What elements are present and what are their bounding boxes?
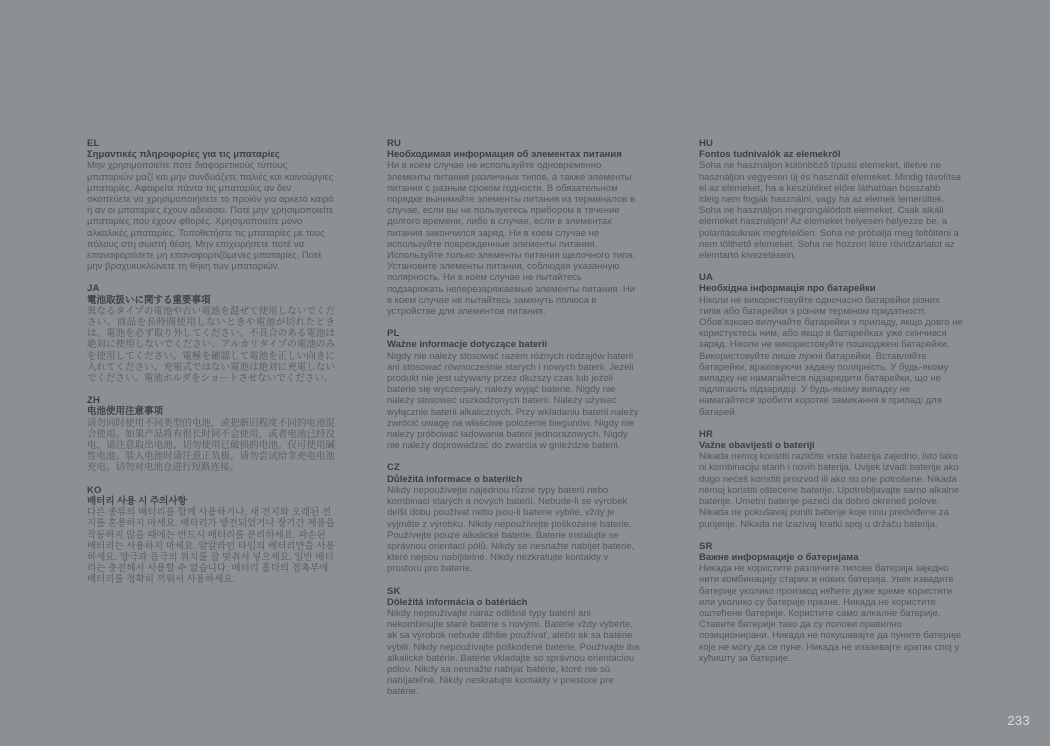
section-title-el: Σημαντικές πληροφορίες για τις μπαταρίες: [87, 149, 280, 161]
language-code-cz: CZ: [387, 462, 401, 474]
section-body-ko: 다른 종류의 배터리를 함께 사용하거나, 새 전지와 오래된 전지를 혼용하지 마세요. 배터리가 방전되었거나 장기간 제품을 작동하지 않을 때에는 반드시 배터리를 분리하세요. 파손된 배터리는 사용하지 마세요. 알칼라인 타입의 배터리만을 사용하세요. 양극과 음극의 위치를 잘 맞춰서 넣으세요. 일반 배터리는 충전해서 사용할 수 없습니다. 배터리 홀더의 접촉부에 배터리를 정확히 끼워서 사용하세요.: [87, 507, 335, 586]
section-body-sk: Nikdy nepoužívajte naraz odlišné typy batérií ani nekombinujte staré batérie s novými. Batérie vždy vyberte, ak sa výrobok nebude dlhšie používať, alebo ak sa batérie vybili. Nikdy nepoužívajte poškodené batérie. Používajte iba alkalické batérie. Batérie vkladajte so správnou orientáciou pólov. Nikdy sa nesnažte nabíjať batérie, ktoré nie sú nabíjateľné. Nikdy neskratujte kontakty v priestore pre batérie.: [387, 607, 640, 698]
section-cz: [387, 462, 641, 574]
section-ja: [87, 283, 335, 384]
section-sk: [387, 586, 641, 698]
column-middle: [387, 138, 641, 709]
section-body-hu: Soha ne használjon különböző típusú elemeket, illetve ne használjon vegyesen új és használt elemeket. Mindig távolítsa el az elemeket, ha a készüléket előre láthatóan hosszabb ideig nem fogják használni, vagy ha az elemek lemerültek. Soha ne használjon megrongálódott elemeket. Csak alkáli elemeket használjon! Az elemeket helyesen helyezze be, a polaritásuknak megfelelően. Soha ne próbálja meg feltölteni a nem tölthető elemeket. Soha ne hozzon létre rövidzárlatot az elemtartó kivezetésein.: [699, 160, 961, 262]
section-body-ja: 異なるタイプの電池や古い電池を混ぜて使用しないでください。商品を長時間使用しないときや電池が切れたときは、電池を必ず取り外してください。不具合のある電池は絶対に使用しないでください。アルカリタイプの電池のみを使用してください。電極を確認して電池を正しい向きに入れてください。充電式ではない電池は絶対に充電しないでください。電池ホルダをショートさせないでください。: [87, 305, 335, 385]
language-code-zh: ZH: [87, 395, 101, 407]
language-code-ua: UA: [699, 272, 714, 284]
section-hr: [699, 429, 963, 530]
section-sr: [699, 541, 963, 664]
section-body-el: Μην χρησιμοποιείτε ποτέ διαφορετικούς τύπους μπαταριών μαζί και μην συνδυάζετε παλιές και καινούργιες μπαταρίες. Αφαιρείτε πάντα τις μπαταρίες αν δεν σκοπεύετε να χρησιμοποιήσετε το προϊόν για αρκετό καιρό ή αν οι μπαταρίες έχουν αδειάσει. Ποτέ μην χρησιμοποιείτε μπαταρίες που έχουν φθορές. Χρησιμοποιείτε μόνο αλκαλικές μπαταρίες. Τοποθετήστε τις μπαταρίες με τους πόλους στη σωστή θέση. Μην επιχειρήσετε ποτέ να επαναφορτίσετε μη επαναφορτιζόμενες μπαταρίες. Ποτέ μην βραχυκυκλώνετε τη θήκη των μπαταριών.: [87, 160, 334, 273]
section-title-ua: Необхідна інформація про батарейки: [699, 283, 876, 295]
section-title-hr: Važne obavijesti o bateriji: [699, 440, 815, 452]
column-right: [699, 138, 963, 675]
section-title-zh: 电池使用注意事项: [87, 406, 164, 418]
section-body-pl: Nigdy nie należy stosować razem różnych rodzajów baterii ani stosować równocześnie starych i nowych baterii. Jeżeli produkt nie jest używany przez dłuższy czas lub jeżeli baterie się wyczerpały, należy wyjąć baterie. Nigdy nie należy stosować uszkodzonych baterii. Należy używać wyłącznie baterii alkalicznych. Przy wkładaniu baterii należy zwrócić uwagę na właściwe położenie biegunów. Nigdy nie należy próbować ładowania baterii jednorazowych. Nigdy nie należy doprowadzać do zwarcia w gnieździe baterii.: [387, 350, 639, 452]
language-code-hu: HU: [699, 138, 714, 149]
section-body-hr: Nikada nemoj koristiti različite vrste baterija zajedno, isto tako ni kombinaciju starih i novih baterija. Uvijek izvadi baterije ako dugo nećeš koristiti proizvod ili ako su one potrošene. Nikada nemoj koristiti oštećene baterije. Upotrebljavajte samo alkalne baterije. Umetni baterije pazeći da dobro okreneš polove. Nikada ne pokušavaj puniti baterije koje nisu predviđene za punjenje. Nikada ne izazivaj kratki spoj u držaču baterija.: [699, 451, 960, 530]
section-title-hu: Fontos tudnivalók az elemekről: [699, 149, 841, 161]
column-left: [87, 138, 335, 597]
language-code-sk: SK: [387, 585, 401, 597]
language-code-el: EL: [87, 138, 100, 149]
section-title-pl: Ważne informacje dotyczące baterii: [387, 339, 548, 351]
section-ru: [387, 138, 641, 317]
language-code-sr: SR: [699, 540, 713, 552]
section-title-ja: 電池取扱いに関する重要事項: [87, 294, 211, 306]
section-hu: [699, 138, 963, 261]
section-pl: [387, 328, 641, 451]
section-title-sr: Важне информације о батеријама: [699, 551, 859, 563]
language-code-ko: KO: [87, 484, 102, 496]
page-number: 233: [1007, 713, 1030, 728]
section-zh: [87, 395, 335, 473]
section-body-ru: Ни в коем случае не используйте одновременно элементы питания различных типов, а также элементы питания с разным сроком годности. В обязательном порядке вынимайте элементы питания из терминалов в случае, если вы не пользуетесь прибором в течение долгого времени, либо в случае, если в элементах питания закончился заряд. Ни в коем случае не используйте поврежденные элементы питания. Используйте только элементы питания щелочного типа. Установите элементы питания, соблюдая указанную полярность. Ни в коем случае не пытайтесь подзаряжать неперезаряжаемые элементы питания. Ни в коем случае не пытайтесь замкнуть полюса в устройстве для элементов питания.: [387, 160, 636, 318]
section-el: [87, 138, 335, 272]
language-code-hr: HR: [699, 428, 714, 440]
section-title-sk: Dôležitá informácia o batériách: [387, 596, 528, 608]
section-body-ua: Ніколи не використовуйте одночасно батарейки різних типів або батарейки з різним терміном придатності. Обов'язково вилучайте батарейки з приладу, якщо довго не користуєтесь ним, або якщо в батарейках уже скінчився заряд. Ніколи не використовуйте пошкоджені батарейки. Використовуйте лише лужні батарейки. Вставляйте батарейки, враховуючи задану полярність. У будь-якому випадку не намагайтеся підзарядити батарейки, що не підлягають підзарядці. У будь-якому випадку не намагайтеся зробити коротке замикання в приладі для батарей.: [699, 294, 963, 418]
section-body-cz: Nikdy nepoužívejte najednou různé typy baterií nebo kombinaci starých a nových baterií. Nebude-li se výrobek delší dobu používat nebo jsou-li baterie vybité, vždy je vyjměte z výrobku. Nikdy nepoužívejte poškozené baterie. Používejte pouze alkalické baterie. Baterie instalujte se správnou orientací pólů. Nikdy se nesnažte nabíjet baterie, které nejsou nabíjitelné. Nikdy nezkratujte kontakty v prostoru pro baterie.: [387, 484, 635, 575]
section-ko: [87, 485, 335, 586]
section-title-cz: Důležitá informace o bateriích: [387, 473, 523, 485]
section-body-zh: 请勿同时使用不同类型的电池，或把新旧程度不同的电池混合使用。如果产品将有很长时间不会使用，或者电池已经没电，请注意取出电池。切勿使用已破损的电池。仅可使用碱性电池。装入电池时请注意正负极。请勿尝试给非充电电池充电。切勿对电池仓进行短路连接。: [87, 417, 335, 474]
section-ua: [699, 272, 963, 418]
section-body-sr: Никада не користите различите типове батерија заједно нити комбинацију старих и нових батерија. Увек извадите батерије уколико производ нећете дуже време користити или уколико су батерије празне. Никада не користите оштећене батерије. Користите само алкалне батерије. Ставите батерије тако да су полови правилно позиционирани. Никада не покушавајте да пуните батерије које не могу да се пуне. Никада не изазивајте кратак спој у кућишту за батерије.: [699, 563, 962, 664]
language-code-ru: RU: [387, 138, 402, 149]
section-title-ru: Необходимая информация об элементах питания: [387, 149, 622, 161]
language-code-ja: JA: [87, 283, 100, 295]
section-title-ko: 배터리 사용 시 주의사항: [87, 495, 187, 507]
language-code-pl: PL: [387, 328, 400, 340]
